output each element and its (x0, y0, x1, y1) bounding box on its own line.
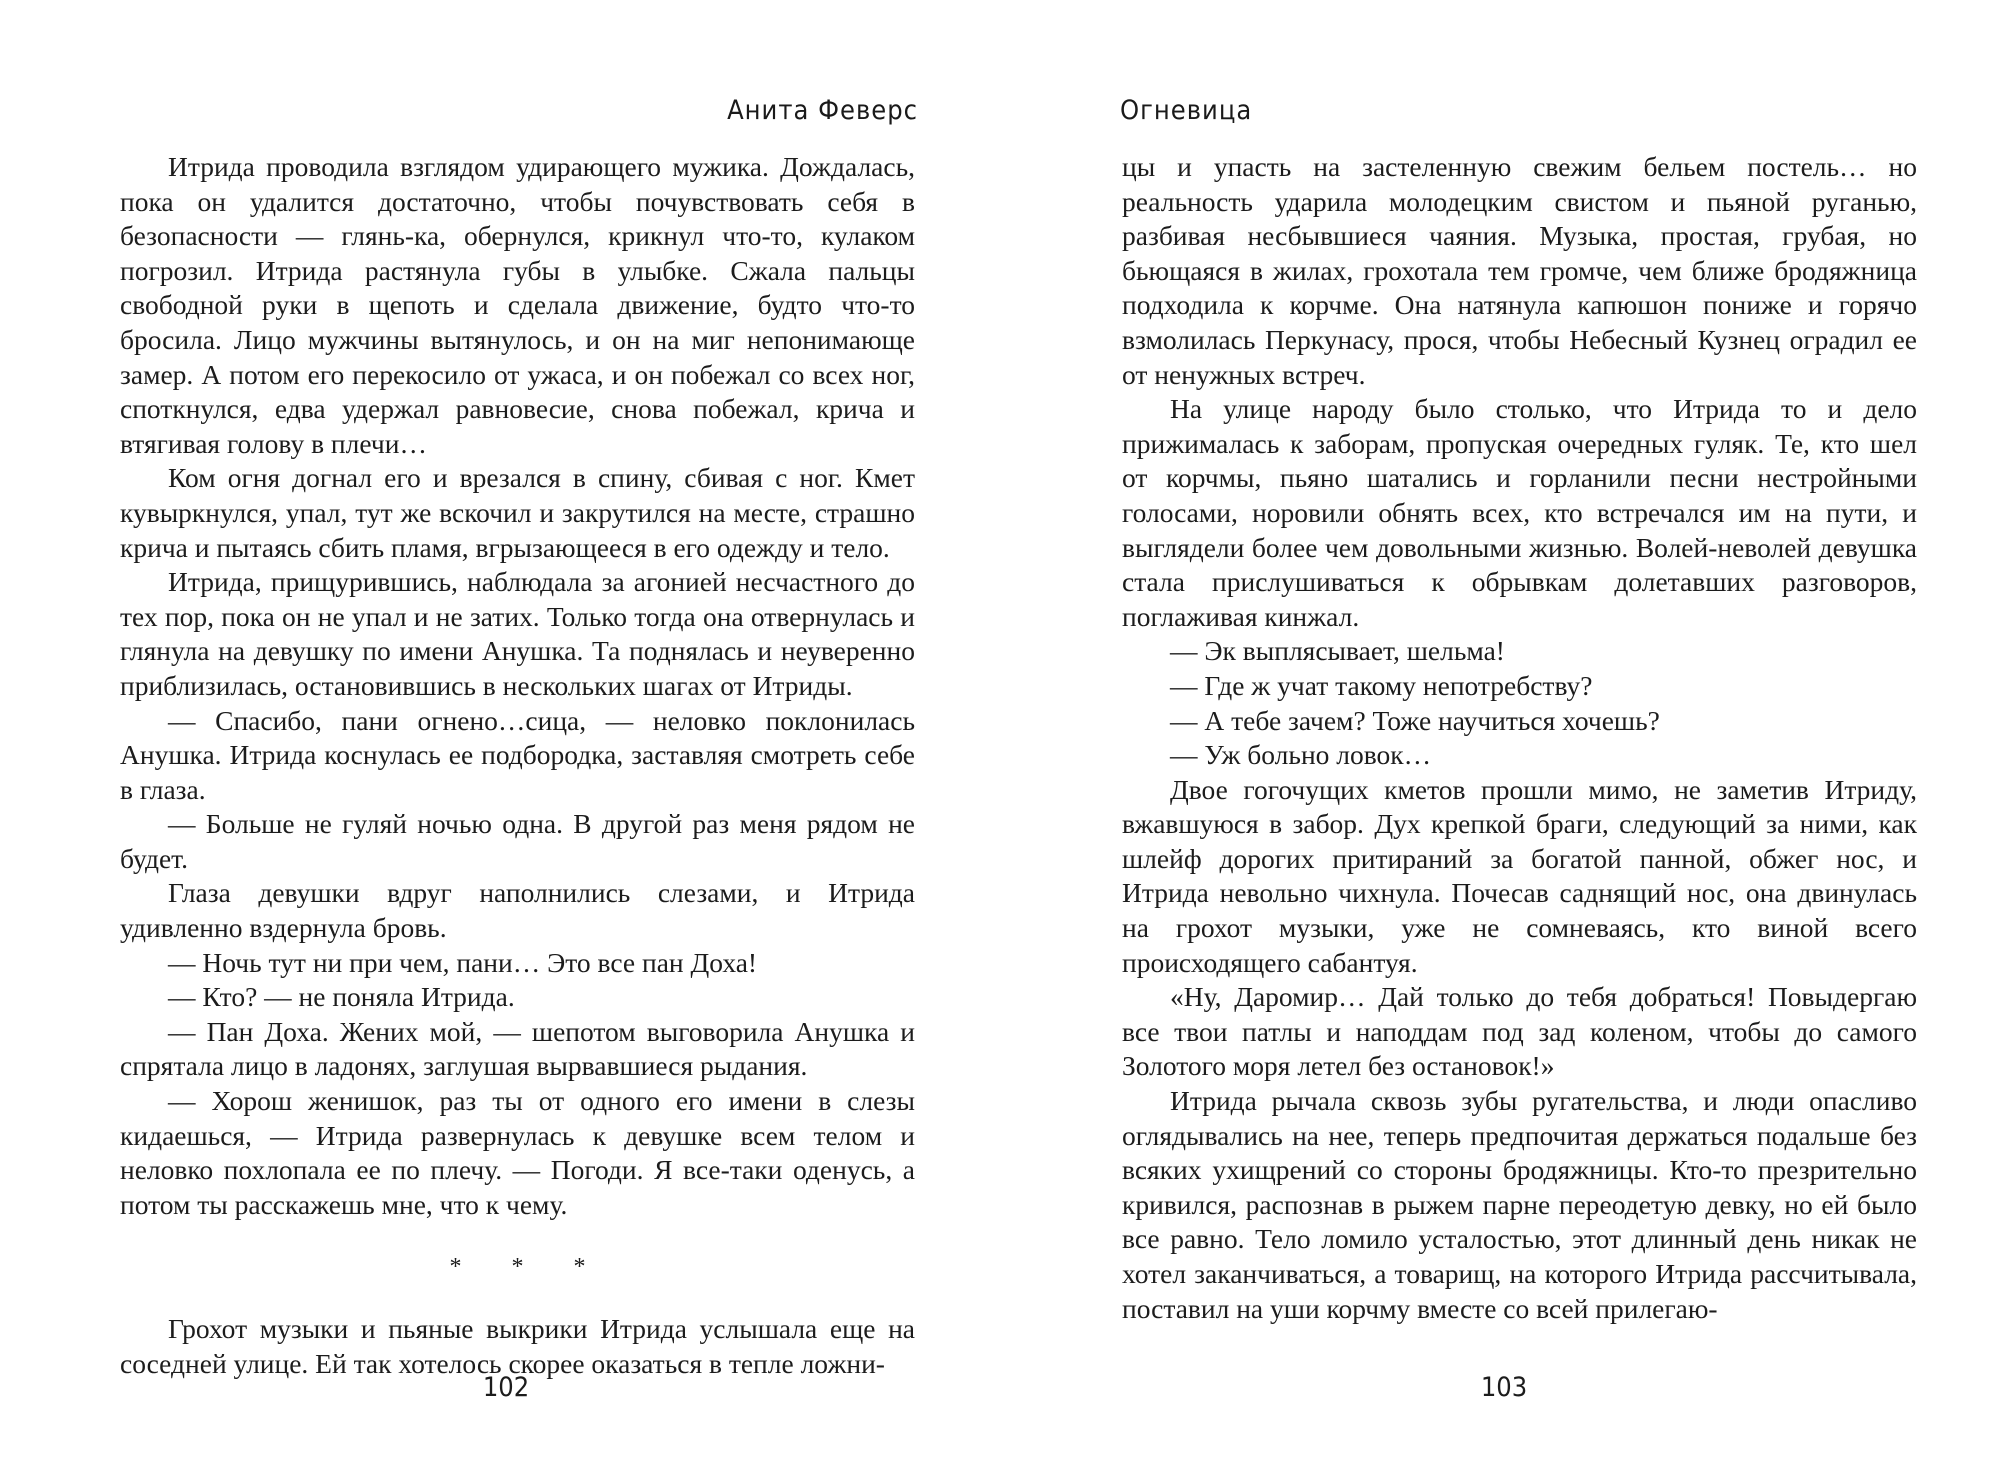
paragraph: На улице народу было столько, что Итрида то и дело прижималась к заборам, пропуская очередных гуляк. Те, кто шел от корчмы, пьяно шатались и горланили песни нестройными голосами, норовили обнять всех, кто встречался им на пути, и выглядели более чем довольными жизнью. Волей-неволей девушка стала прислушиваться к обрывкам долетавших разговоров, поглаживая кинжал. (1122, 393, 1917, 632)
left-text-block (120, 150, 915, 1382)
dialogue-line: — Пан Доха. Жених мой, — шепотом выговорила Анушка и спрятала лицо в ладонях, заглушая вырвавшиеся рыдания. (120, 1015, 915, 1082)
running-head-author: Анита Феверс (727, 95, 918, 126)
paragraph: Итрида, прищурившись, наблюдала за агонией несчастного до тех пор, пока он не упал и не затих. Только тогда она отвернулась и глянула на девушку по имени Анушка. Та поднялась и неуверенно приблизилась, остановившись в нескольких шагах от Итриды. (120, 566, 915, 701)
dialogue-line: — Спасибо, пани огнено…сица, — неловко поклонилась Анушка. Итрида коснулась ее подбородка, заставляя смотреть себе в глаза. (120, 704, 915, 805)
paragraph: Грохот музыки и пьяные выкрики Итрида услышала еще на соседней улице. Ей так хотелось скорее оказаться в тепле ложни- (120, 1313, 915, 1379)
paragraph: «Ну, Даромир… Дай только до тебя добраться! Повыдергаю все твои патлы и наподдам под зад коленом, чтобы до самого Золотого моря летел без остановок!» (1122, 981, 1917, 1082)
paragraph: Ком огня догнал его и врезался в спину, сбивая с ног. Кмет кувыркнулся, упал, тут же вскочил и закрутился на месте, страшно крича и пытаясь сбить пламя, вгрызающееся в его одежду и тело. (120, 462, 915, 563)
section-break: * * * (449, 1254, 608, 1281)
page-number: 103 (1480, 1372, 1528, 1403)
paragraph: Двое гогочущих кметов прошли мимо, не заметив Итриду, вжавшуюся в забор. Дух крепкой браги, следующий за ними, как шлейф дорогих притираний за богатой панной, обжег нос, и Итрида невольно чихнула. Почесав саднящий нос, она двинулась на грохот музыки, уже не сомневаясь, кто виной всего происходящего сабантуя. (1122, 773, 1917, 978)
dialogue-line: — Где ж учат такому непотребству? (1170, 669, 1593, 701)
dialogue-line: — Уж больно ловок… (1170, 739, 1432, 771)
running-head-title: Огневица (1120, 95, 1253, 126)
right-text-block (1122, 150, 1917, 1326)
dialogue-line: — Ночь тут ни при чем, пани… Это все пан Доха! (168, 946, 758, 978)
paragraph: Итрида проводила взглядом удирающего мужика. Дождалась, пока он удалится достаточно, чтобы почувствовать себя в безопасности — глянь-ка, обернулся, крикнул что-то, кулаком погрозил. Итрида растянула губы в улыбке. Сжала пальцы свободной руки в щепоть и сделала движение, будто что-то бросила. Лицо мужчины вытянулось, и он на миг непонимающе замер. А потом его перекосило от ужаса, и он побежал со всех ног, споткнулся, едва удержал равновесие, снова побежал, крича и втягивая голову в плечи… (120, 151, 915, 459)
dialogue-line: — Кто? — не поняла Итрида. (168, 981, 515, 1013)
dialogue-line: — А тебе зачем? Тоже научиться хочешь? (1170, 704, 1660, 736)
right-page (1000, 0, 2000, 1462)
dialogue-line: — Больше не гуляй ночью одна. В другой раз меня рядом не будет. (120, 808, 915, 874)
dialogue-line: — Хорош женишок, раз ты от одного его имени в слезы кидаешься, — Итрида развернулась к девушке всем телом и неловко похлопала ее по плечу. — Погоди. Я все-таки оденусь, а потом ты расскажешь мне, что к чему. (120, 1085, 915, 1220)
page-number: 102 (482, 1372, 530, 1403)
paragraph: Глаза девушки вдруг наполнились слезами, и Итрида удивленно вздернула бровь. (120, 877, 915, 944)
dialogue-line: — Эк выплясывает, шельма! (1170, 635, 1505, 667)
paragraph-continuation: цы и упасть на застеленную свежим бельем постель… но реальность ударила молодецким свистом и пьяной руганью, разбивая несбывшиеся чаяния. Музыка, простая, грубая, но бьющаяся в жилах, грохотала тем громче, чем ближе бродяжница подходила к корчме. Она натянула капюшон пониже и горячо взмолилась Перкунасу, прося, чтобы Небесный Кузнец оградил ее от ненужных встреч. (1122, 151, 1917, 390)
paragraph: Итрида рычала сквозь зубы ругательства, и люди опасливо оглядывались на нее, теперь предпочитая держаться подальше без всяких ухищрений со стороны бродяжницы. Кто-то презрительно кривился, распознав в рыжем парне переодетую девку, но ей было все равно. Тело ломило усталостью, этот длинный день никак не хотел заканчиваться, а товарищ, на которого Итрида рассчитывала, поставил на уши корчму вместе со всей прилегаю- (1122, 1085, 1917, 1324)
